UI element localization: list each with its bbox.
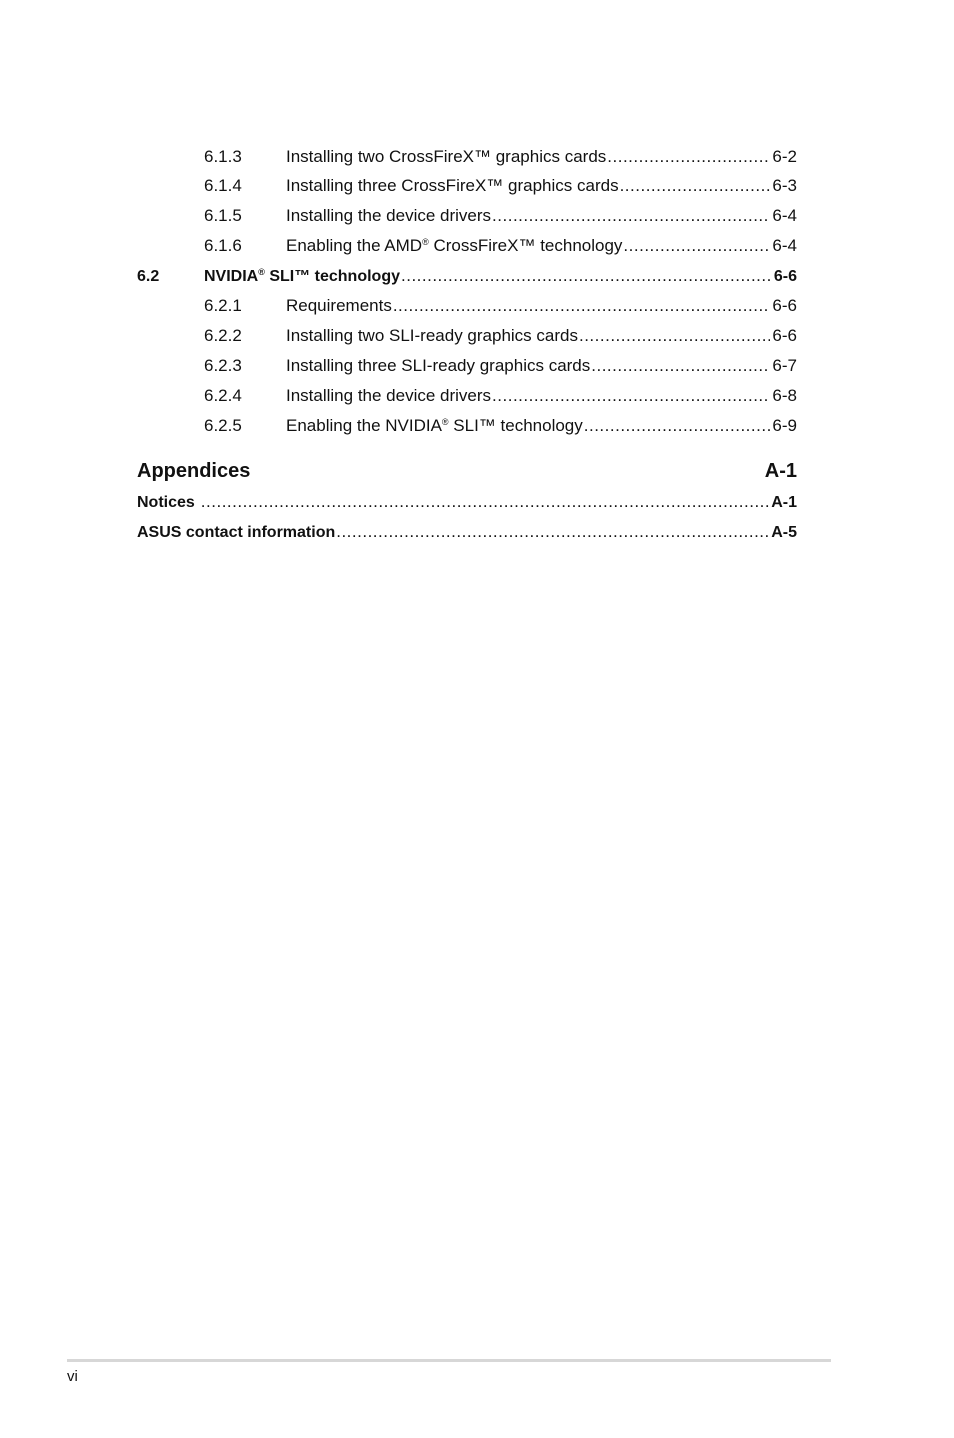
toc-entry-6-2-3[interactable] xyxy=(137,355,797,377)
footer-rule xyxy=(67,1359,831,1362)
dot-leader xyxy=(579,325,770,347)
toc-number: 6.1.4 xyxy=(204,176,242,195)
toc-entry-6-1-5[interactable] xyxy=(137,205,797,227)
toc-entry-6-1-6[interactable] xyxy=(137,235,797,257)
toc-title: Installing the device drivers xyxy=(286,386,492,405)
dot-leader xyxy=(607,146,770,168)
toc-title: ASUS contact information xyxy=(137,524,336,541)
dot-leader xyxy=(393,295,771,317)
toc-entry-6-1-4[interactable] xyxy=(137,175,797,197)
registered-mark: ® xyxy=(441,417,449,427)
toc-title-part: SLI™ technology xyxy=(448,416,583,435)
toc-entry-notices[interactable] xyxy=(137,491,797,513)
chapter-title: Appendices xyxy=(137,460,251,482)
dot-leader xyxy=(591,355,770,377)
toc-page: 6-8 xyxy=(772,386,797,405)
toc-entry-6-2-1[interactable] xyxy=(137,295,797,317)
toc-entry-asus-contact[interactable] xyxy=(137,521,797,543)
dot-leader xyxy=(623,235,770,257)
toc-title: Installing two CrossFireX™ graphics cards xyxy=(286,147,607,166)
toc-entry-6-1-3[interactable] xyxy=(137,146,797,168)
toc-number: 6.2 xyxy=(137,268,160,285)
toc-title: Notices xyxy=(137,494,195,511)
dot-leader xyxy=(401,265,772,287)
dot-leader xyxy=(584,415,771,437)
dot-leader xyxy=(492,385,770,407)
dot-leader xyxy=(620,175,771,197)
toc-title: Installing three CrossFireX™ graphics cards xyxy=(286,176,619,195)
toc-entry-6-2-4[interactable] xyxy=(137,385,797,407)
toc-title-part: Enabling the NVIDIA xyxy=(286,416,442,435)
toc-title xyxy=(286,235,622,257)
toc-title: Installing the device drivers xyxy=(286,206,492,225)
toc-page: 6-6 xyxy=(772,326,797,345)
toc-page: 6-9 xyxy=(772,416,797,435)
toc-title xyxy=(204,266,400,288)
toc-number: 6.1.6 xyxy=(204,236,242,255)
toc-page: 6-3 xyxy=(772,176,797,195)
toc-number: 6.2.2 xyxy=(204,326,242,345)
dot-leader xyxy=(492,205,770,227)
toc-title-part: NVIDIA xyxy=(204,268,259,285)
toc-entry-6-2[interactable] xyxy=(137,265,797,287)
toc-title: Installing three SLI-ready graphics cards xyxy=(286,356,591,375)
toc-title-part: CrossFireX™ technology xyxy=(428,236,623,255)
toc-page: 6-6 xyxy=(773,268,797,285)
toc-page: 6-6 xyxy=(772,296,797,315)
toc-page: 6-2 xyxy=(772,147,797,166)
toc-page: 6-4 xyxy=(772,236,797,255)
toc-title-part: Enabling the AMD xyxy=(286,236,423,255)
toc-entry-6-2-5[interactable] xyxy=(137,415,797,437)
toc-number: 6.1.3 xyxy=(204,147,242,166)
registered-mark: ® xyxy=(422,237,429,247)
toc-page: A-1 xyxy=(771,494,797,511)
toc-number: 6.2.3 xyxy=(204,356,242,375)
toc-page: A-5 xyxy=(771,524,797,541)
toc-title: Requirements xyxy=(286,296,392,315)
toc-number: 6.2.4 xyxy=(204,386,242,405)
page-number: vi xyxy=(67,1368,78,1385)
chapter-page: A-1 xyxy=(764,460,797,482)
toc-page: 6-7 xyxy=(772,356,797,375)
toc-entry-6-2-2[interactable] xyxy=(137,325,797,347)
toc-number: 6.2.1 xyxy=(204,296,242,315)
toc-number: 6.1.5 xyxy=(204,206,242,225)
toc-title-part: SLI™ technology xyxy=(264,268,400,285)
toc-title xyxy=(286,415,583,437)
toc-number: 6.2.5 xyxy=(204,416,242,435)
toc-title: Installing two SLI-ready graphics cards xyxy=(286,326,578,345)
registered-mark: ® xyxy=(258,267,265,277)
dot-leader xyxy=(336,521,769,543)
toc-page: 6-4 xyxy=(772,206,797,225)
dot-leader xyxy=(201,491,769,513)
toc-chapter-appendices[interactable] xyxy=(137,458,797,484)
